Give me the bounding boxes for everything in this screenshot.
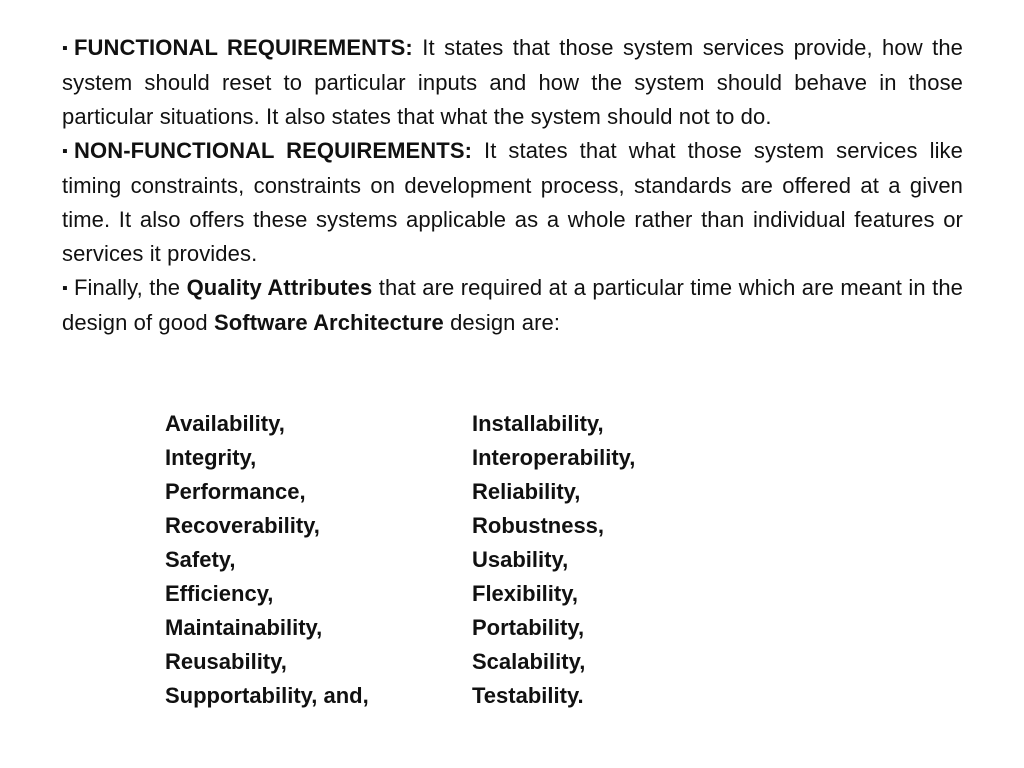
attribute-item: Performance, [165,479,306,504]
bullet-text: that are required at a particular time which are meant in the design of good [62,275,963,335]
square-bullet-icon: ▪ [62,280,68,297]
square-bullet-icon: ▪ [62,143,68,160]
attribute-item: Recoverability, [165,513,320,538]
bullet-text: It states that those system services provide, how the system should reset to particular inputs and how the system should behave in those particular situations. It also states that what the system should not to do. [62,35,964,129]
bullet-quality-attributes [62,271,963,340]
attribute-item: Reusability, [165,649,287,674]
attribute-item: Supportability, and, [165,683,369,708]
attribute-item: Availability, [165,411,285,436]
attribute-item: Usability, [472,547,569,572]
bullet-text: Finally, the [74,275,187,300]
attribute-item: Reliability, [472,479,581,504]
bullet-non-functional-requirements [62,134,963,271]
attribute-item: Flexibility, [472,581,578,606]
bullet-heading: NON-FUNCTIONAL REQUIREMENTS: [74,138,473,163]
square-bullet-icon: ▪ [62,40,68,57]
bullet-functional-requirements [62,31,963,134]
attribute-item: Interoperability, [472,445,636,470]
attribute-item: Integrity, [165,445,257,470]
quality-attributes-term: Quality Attributes [186,275,373,300]
bullet-heading: FUNCTIONAL REQUIREMENTS: [74,35,413,60]
attribute-item: Robustness, [472,513,605,538]
attribute-item: Maintainability, [165,615,323,640]
attribute-item: Scalability, [472,649,586,674]
attribute-item: Safety, [165,547,236,572]
software-architecture-term: Software Architecture [213,310,444,335]
attribute-item: Installability, [472,411,604,436]
attribute-item: Portability, [472,615,585,640]
attribute-item: Efficiency, [165,581,274,606]
bullet-list [62,31,963,340]
quality-attributes-list [165,407,725,713]
bullet-text: It states that what those system services like timing constraints, constraints on development process, standards are offered at a given time. It also offers these systems applicable as a whole rather than individual features or services it provides. [62,138,963,266]
attribute-item: Testability. [472,683,584,708]
bullet-text: design are: [443,310,561,335]
